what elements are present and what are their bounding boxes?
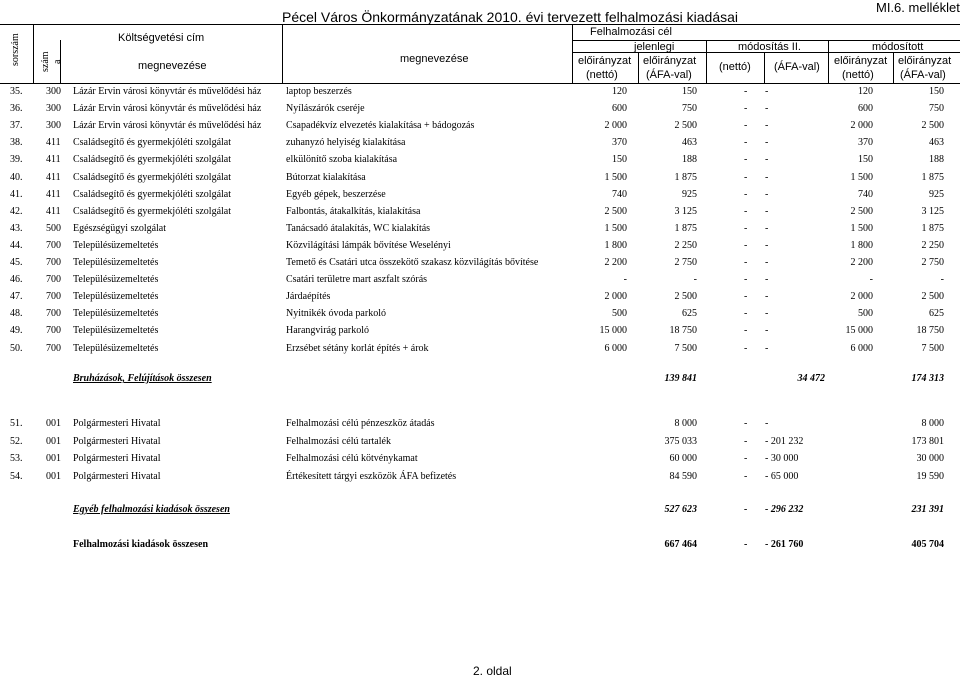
row-institution: Polgármesteri Hivatal: [73, 453, 161, 464]
row-afa-current: 925: [682, 188, 697, 200]
row-netto-current: 1 500: [604, 171, 627, 183]
header-netto: (nettó): [842, 69, 874, 81]
header-modositott: módosított: [872, 41, 924, 53]
row-institution: Polgármesteri Hivatal: [73, 470, 161, 482]
row-netto-modified: 2 200: [850, 257, 873, 268]
row-institution: Lázár Ervin városi könyvtár és művelődési ház: [73, 103, 262, 115]
row-afa-current: 750: [682, 103, 697, 115]
row-description: Felhalmozási célú pénzeszköz átadás: [286, 418, 435, 429]
row-afa-current: 625: [682, 308, 697, 320]
header-felhalmozasi-cel: Felhalmozási cél: [590, 26, 672, 38]
row-netto-current: 600: [612, 103, 627, 115]
row-netto-current: 500: [612, 308, 627, 320]
subtotal-v6: 231 391: [911, 504, 944, 515]
header-szam: szám: [40, 51, 51, 72]
row-netto-current: 2 500: [604, 205, 627, 217]
header-megnevezese-2: megnevezése: [400, 53, 469, 65]
header-afa: (ÁFA-val): [900, 69, 946, 81]
row-afa-mod: -: [765, 418, 769, 429]
row-netto-mod: -: [744, 188, 748, 200]
row-afa-current: 375 033: [664, 435, 697, 447]
header-netto: (nettó): [586, 69, 618, 81]
row-afa-modified: 1 875: [921, 222, 944, 234]
row-institution: Településüzemeltetés: [73, 308, 159, 320]
row-afa-mod: -: [765, 308, 769, 320]
row-number: 51.: [10, 418, 23, 429]
row-code: 411: [46, 171, 61, 183]
row-code: 500: [46, 222, 61, 234]
row-afa-mod: -: [765, 342, 769, 354]
row-description: Temető és Csatári utca összekötő szakasz közvilágítás bővítése: [286, 257, 539, 268]
row-netto-mod: -: [744, 418, 748, 429]
row-code: 300: [46, 120, 61, 132]
row-afa-modified: 925: [929, 188, 944, 200]
row-netto-mod: -: [744, 291, 748, 303]
page-number: 2. oldal: [473, 664, 512, 678]
row-netto-modified: 740: [858, 188, 873, 200]
row-afa-modified: 188: [929, 154, 944, 166]
row-netto-modified: 500: [858, 308, 873, 320]
row-afa-modified: 30 000: [916, 453, 944, 464]
table-row: [0, 169, 960, 186]
table-row: [0, 450, 960, 467]
row-netto-modified: 2 500: [850, 205, 873, 217]
row-institution: Településüzemeltetés: [73, 291, 159, 303]
row-afa-modified: 18 750: [916, 325, 944, 337]
row-code: 411: [46, 205, 61, 217]
table-row: [0, 220, 960, 237]
col-divider: [572, 24, 573, 84]
row-afa-mod: -: [765, 257, 769, 268]
col-divider: [828, 40, 829, 84]
row-netto-current: 6 000: [604, 342, 627, 354]
row-code: 700: [46, 342, 61, 354]
row-number: 49.: [10, 325, 23, 337]
table-row: [0, 151, 960, 168]
row-number: 44.: [10, 239, 23, 251]
row-description: Csatári területre mart aszfalt szórás: [286, 274, 428, 286]
total-v6: 405 704: [911, 539, 944, 550]
row-afa-mod: -: [765, 205, 769, 217]
row-afa-mod: -: [765, 291, 769, 303]
row-netto-modified: 2 000: [850, 291, 873, 303]
row-afa-current: 1 875: [674, 222, 697, 234]
row-number: 43.: [10, 222, 23, 234]
row-afa-modified: 2 250: [921, 239, 944, 251]
row-afa-current: 3 125: [674, 205, 697, 217]
row-institution: Családsegítő és gyermekjóléti szolgálat: [73, 171, 232, 183]
row-afa-modified: 2 500: [921, 291, 944, 303]
row-institution: Családsegítő és gyermekjóléti szolgálat: [73, 205, 232, 217]
table-row: [0, 468, 960, 485]
subtotal-other: [0, 501, 960, 519]
row-afa-modified: 173 801: [911, 435, 944, 447]
row-code: 300: [46, 103, 61, 115]
row-netto-modified: 1 500: [850, 222, 873, 234]
row-netto-mod: -: [744, 239, 748, 251]
row-afa-mod: -: [765, 120, 769, 132]
subtotal-investments: [0, 370, 960, 388]
header-netto: (nettó): [719, 61, 751, 73]
row-afa-current: 7 500: [674, 342, 697, 354]
row-description: Közvilágítási lámpák bővítése Weselényi: [286, 239, 451, 251]
row-number: 52.: [10, 435, 23, 447]
row-netto-mod: -: [744, 308, 748, 320]
row-code: 700: [46, 257, 61, 268]
row-afa-modified: 19 590: [916, 470, 944, 482]
row-afa-current: 1 875: [674, 171, 697, 183]
row-description: Felhalmozási célú tartalék: [286, 435, 391, 447]
header-eloiranyzat: előirányzat: [834, 55, 888, 67]
row-number: 48.: [10, 308, 23, 320]
table-row: [0, 271, 960, 288]
row-number: 37.: [10, 120, 23, 132]
col-divider: [706, 40, 707, 84]
row-institution: Családsegítő és gyermekjóléti szolgálat: [73, 188, 232, 200]
row-description: Járdaépítés: [286, 291, 331, 303]
row-netto-modified: 2 000: [850, 120, 873, 132]
row-netto-modified: 370: [858, 137, 873, 149]
row-netto-mod: -: [744, 453, 748, 464]
row-netto-mod: -: [744, 274, 748, 286]
total-v4: - 261 760: [765, 539, 804, 550]
row-afa-current: 2 500: [674, 120, 697, 132]
row-netto-current: 1 800: [604, 239, 627, 251]
row-description: Tanácsadó átalakítás, WC kialakítás: [286, 222, 431, 234]
row-afa-mod: - 65 000: [765, 470, 799, 482]
row-netto-mod: -: [744, 342, 748, 354]
row-description: Bútorzat kialakítása: [286, 171, 366, 183]
header-eloiranyzat: előirányzat: [643, 55, 697, 67]
row-netto-mod: -: [744, 137, 748, 149]
row-code: 700: [46, 239, 61, 251]
row-netto-mod: -: [744, 222, 748, 234]
row-description: Értékesített tárgyi eszközök ÁFA befizetés: [286, 470, 457, 482]
col-divider: [638, 52, 639, 84]
table-row: [0, 322, 960, 339]
row-afa-current: 18 750: [669, 325, 697, 337]
header-jelenlegi: jelenlegi: [634, 41, 675, 53]
row-institution: Egészségügyi szolgálat: [73, 222, 167, 234]
row-institution: Lázár Ervin városi könyvtár és művelődési ház: [73, 120, 262, 132]
row-afa-current: 8 000: [674, 418, 697, 429]
total-label: Felhalmozási kiadások összesen: [73, 539, 209, 550]
row-institution: Településüzemeltetés: [73, 257, 159, 268]
row-code: 411: [46, 188, 61, 200]
header-top-rule: [0, 24, 960, 25]
row-netto-mod: -: [744, 205, 748, 217]
row-code: 001: [46, 453, 61, 464]
row-afa-modified: 3 125: [921, 205, 944, 217]
subtotal-v3: -: [744, 504, 748, 515]
row-number: 40.: [10, 171, 23, 183]
row-afa-current: 188: [682, 154, 697, 166]
subtotal-label: Bruházások, Felújítások összesen: [73, 373, 212, 384]
table-row: [0, 186, 960, 203]
row-code: 001: [46, 418, 61, 429]
row-institution: Lázár Ervin városi könyvtár és művelődési ház: [73, 86, 262, 97]
row-netto-current: 370: [612, 137, 627, 149]
row-afa-current: 463: [682, 137, 697, 149]
subtotal-v4: 34 472: [797, 373, 825, 384]
header-sorszam: sorszám: [10, 33, 21, 66]
row-afa-mod: -: [765, 154, 769, 166]
row-code: 300: [46, 86, 61, 97]
header-megnevezese: megnevezése: [138, 60, 207, 72]
table-row: [0, 433, 960, 450]
row-code: 001: [46, 435, 61, 447]
row-netto-mod: -: [744, 154, 748, 166]
row-netto-current: 2 000: [604, 120, 627, 132]
row-netto-mod: -: [744, 435, 748, 447]
header-eloiranyzat: előirányzat: [578, 55, 632, 67]
table-row: [0, 415, 960, 432]
total-v2: 667 464: [664, 539, 697, 550]
row-number: 50.: [10, 342, 23, 354]
row-number: 53.: [10, 453, 23, 464]
subtotal-v2: 139 841: [664, 373, 697, 384]
row-number: 38.: [10, 137, 23, 149]
row-afa-modified: -: [940, 274, 944, 286]
row-number: 54.: [10, 470, 23, 482]
header-a: a: [52, 59, 63, 64]
table-row: [0, 134, 960, 151]
row-netto-modified: 150: [858, 154, 873, 166]
row-institution: Polgármesteri Hivatal: [73, 435, 161, 447]
row-institution: Településüzemeltetés: [73, 325, 159, 337]
row-description: Falbontás, átakalkítás, kialakítása: [286, 205, 421, 217]
row-code: 700: [46, 308, 61, 320]
row-afa-modified: 8 000: [921, 418, 944, 429]
row-afa-modified: 1 875: [921, 171, 944, 183]
row-netto-modified: 6 000: [850, 342, 873, 354]
row-afa-current: 2 500: [674, 291, 697, 303]
row-description: zuhanyzó helyiség kialakítása: [286, 137, 406, 149]
row-afa-current: 150: [682, 86, 697, 97]
row-netto-modified: 120: [858, 86, 873, 97]
row-afa-mod: -: [765, 86, 769, 97]
row-netto-current: 150: [612, 154, 627, 166]
row-afa-mod: - 201 232: [765, 435, 804, 447]
row-netto-current: 15 000: [599, 325, 627, 337]
row-afa-current: 2 250: [674, 239, 697, 251]
subtotal-v4: - 296 232: [765, 504, 804, 515]
col-divider: [33, 24, 34, 84]
row-netto-current: 2 200: [604, 257, 627, 268]
col-divider: [282, 24, 283, 84]
row-netto-current: 2 000: [604, 291, 627, 303]
row-netto-mod: -: [744, 470, 748, 482]
row-afa-modified: 2 750: [921, 257, 944, 268]
row-afa-modified: 750: [929, 103, 944, 115]
col-divider: [764, 52, 765, 84]
table-row: [0, 237, 960, 254]
row-netto-current: 120: [612, 86, 627, 97]
grand-total: [0, 536, 960, 554]
row-afa-mod: -: [765, 222, 769, 234]
row-afa-current: 2 750: [674, 257, 697, 268]
row-netto-current: 1 500: [604, 222, 627, 234]
row-description: elkülönítő szoba kialakítása: [286, 154, 398, 166]
row-netto-current: 740: [612, 188, 627, 200]
header-eloiranyzat: előirányzat: [898, 55, 952, 67]
row-afa-current: -: [693, 274, 697, 286]
row-afa-current: 60 000: [669, 453, 697, 464]
row-description: Nyílászárók cseréje: [286, 103, 365, 115]
row-afa-mod: -: [765, 103, 769, 115]
subtotal-v2: 527 623: [664, 504, 697, 515]
row-description: Csapadékvíz elvezetés kialakítása + bádogozás: [286, 120, 475, 132]
header-modositas: módosítás II.: [738, 41, 801, 53]
row-afa-modified: 150: [929, 86, 944, 97]
row-description: laptop beszerzés: [286, 86, 352, 97]
row-number: 45.: [10, 257, 23, 268]
row-netto-modified: 600: [858, 103, 873, 115]
row-netto-mod: -: [744, 120, 748, 132]
annex-label: MI.6. melléklet: [876, 0, 960, 15]
row-netto-mod: -: [744, 86, 748, 97]
row-afa-modified: 463: [929, 137, 944, 149]
total-v3: -: [744, 539, 748, 550]
row-afa-mod: - 30 000: [765, 453, 799, 464]
table-row: [0, 83, 960, 100]
row-description: Harangvirág parkoló: [286, 325, 370, 337]
row-afa-modified: 625: [929, 308, 944, 320]
row-institution: Polgármesteri Hivatal: [73, 418, 161, 429]
row-code: 700: [46, 325, 61, 337]
document-title: Pécel Város Önkormányzatának 2010. évi tervezett felhalmozási kiadásai: [282, 9, 739, 25]
row-number: 41.: [10, 188, 23, 200]
row-netto-mod: -: [744, 103, 748, 115]
header-afa: (ÁFA-val): [646, 69, 692, 81]
row-number: 36.: [10, 103, 23, 115]
header-koltsegvetesi-cim: Költségvetési cím: [118, 32, 205, 44]
row-code: 700: [46, 274, 61, 286]
table-row: [0, 100, 960, 117]
row-afa-mod: -: [765, 171, 769, 183]
row-netto-modified: 1 500: [850, 171, 873, 183]
row-afa-mod: -: [765, 274, 769, 286]
row-netto-mod: -: [744, 257, 748, 268]
col-divider: [893, 52, 894, 84]
table-row: [0, 288, 960, 305]
row-afa-mod: -: [765, 239, 769, 251]
subtotal-v6: 174 313: [911, 373, 944, 384]
table-row: [0, 203, 960, 220]
row-netto-current: -: [623, 274, 627, 286]
row-netto-mod: -: [744, 325, 748, 337]
row-afa-current: 84 590: [669, 470, 697, 482]
table-row: [0, 117, 960, 134]
row-description: Nyitnikék óvoda parkoló: [286, 308, 386, 320]
row-afa-modified: 7 500: [921, 342, 944, 354]
row-netto-modified: -: [869, 274, 873, 286]
table-row: [0, 254, 960, 271]
row-number: 39.: [10, 154, 23, 166]
row-code: 001: [46, 470, 61, 482]
row-code: 700: [46, 291, 61, 303]
row-institution: Településüzemeltetés: [73, 342, 159, 354]
header-afa: (ÁFA-val): [774, 61, 820, 73]
row-afa-mod: -: [765, 325, 769, 337]
row-afa-mod: -: [765, 137, 769, 149]
row-number: 47.: [10, 291, 23, 303]
row-institution: Településüzemeltetés: [73, 274, 159, 286]
row-description: Felhalmozási célú kötvénykamat: [286, 453, 418, 464]
row-institution: Családsegítő és gyermekjóléti szolgálat: [73, 137, 232, 149]
row-netto-modified: 1 800: [850, 239, 873, 251]
row-afa-modified: 2 500: [921, 120, 944, 132]
row-institution: Családsegítő és gyermekjóléti szolgálat: [73, 154, 232, 166]
row-number: 42.: [10, 205, 23, 217]
row-number: 35.: [10, 86, 23, 97]
row-code: 411: [46, 154, 61, 166]
subtotal-label: Egyéb felhalmozási kiadások összesen: [73, 504, 230, 515]
row-netto-mod: -: [744, 171, 748, 183]
table-row: [0, 305, 960, 322]
row-description: Egyéb gépek, beszerzése: [286, 188, 386, 200]
row-netto-modified: 15 000: [845, 325, 873, 337]
row-code: 411: [46, 137, 61, 149]
row-afa-mod: -: [765, 188, 769, 200]
row-institution: Településüzemeltetés: [73, 239, 159, 251]
row-description: Erzsébet sétány korlát építés + árok: [286, 342, 429, 354]
table-row: [0, 340, 960, 357]
row-number: 46.: [10, 274, 23, 286]
